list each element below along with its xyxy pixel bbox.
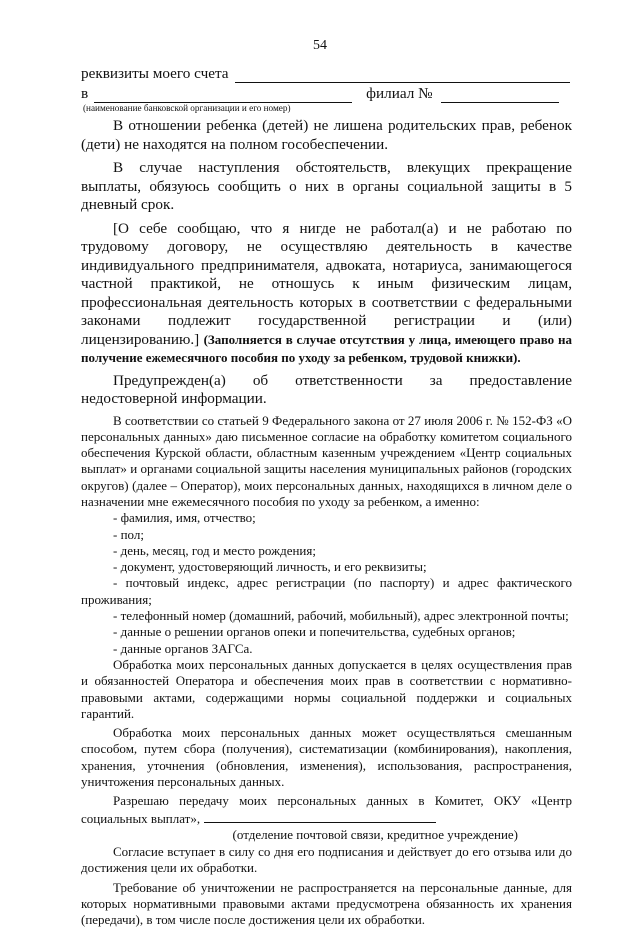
transfer-caption: (отделение почтовой связи, кредитное учреждение) — [81, 827, 572, 843]
paragraph-obligation: В случае наступления обстоятельств, влекущих прекращение выплаты, обязуюсь сообщить о них в органы социальной защиты в 5 дневный срок. — [81, 159, 572, 215]
paragraph-warning: Предупрежден(а) об ответственности за предоставление недостоверной информации. — [81, 372, 572, 409]
transfer-block — [81, 793, 572, 843]
list-item: - данные о решении органов опеки и попечительства, судебных органов; — [113, 624, 572, 640]
account-line — [81, 63, 572, 83]
processing-purpose: Обработка моих персональных данных допускается в целях осуществления прав и обязанностей Оператора и обеспечения моих прав в соответствии с нормативно-правовыми актами, содержащими нормы социальной поддержки и социальных гарантий. — [81, 657, 572, 722]
paragraph-custody: В отношении ребенка (детей) не лишена родительских прав, ребенок (дети) не находятся на полном гособеспечении. — [81, 117, 572, 154]
list-item: - фамилия, имя, отчество; — [113, 510, 572, 526]
transfer-permission: Разрешаю передачу моих персональных данных в Комитет, ОКУ «Центр социальных выплат», — [81, 793, 572, 827]
list-item: - данные органов ЗАГСа. — [113, 641, 572, 657]
personal-data-list — [81, 510, 572, 575]
consent-section — [81, 413, 572, 928]
list-item: - документ, удостоверяющий личность, и его реквизиты; — [113, 559, 572, 575]
personal-data-list-tail — [81, 624, 572, 657]
bank-caption: (наименование банковской организации и его номер) — [83, 103, 572, 114]
account-label: реквизиты моего счета — [81, 65, 229, 84]
processing-methods: Обработка моих персональных данных может осуществляться смешанным способом, путем сбора (получения), систематизации (комбинирования), накопления, хранения, уточнения (обновления, изменения), использования, распространения, уничтожения персональных данных. — [81, 725, 572, 790]
branch-label: филиал № — [366, 85, 432, 104]
employment-statement: [О себе сообщаю, что я нигде не работал(а) и не работаю по трудовому договору, не осуществляю деятельность в качестве индивидуального предпринимателя, адвоката, нотариуса, занимающегося частной практикой, не отношусь к иным физическим лицам, профессиональная деятельность которых в соответствии с федеральными законами подлежит государственной регистрации и (или) лицензированию.] — [81, 220, 572, 348]
paragraph-employment — [81, 220, 572, 368]
bank-prefix: в — [81, 85, 88, 104]
page-number: 54 — [0, 38, 640, 54]
transfer-recipient-field[interactable] — [204, 810, 436, 823]
employment-note: (Заполняется в случае отсутствия у лица, имеющего право на получение ежемесячного пособия по уходу за ребенком, трудовой книжки). — [81, 332, 572, 366]
consent-intro: В соответствии со статьей 9 Федерального закона от 27 июля 2006 г. № 152-ФЗ «О персональных данных» даю письменное согласие на обработку комитетом социального обеспечения Курской области, областным казенным учреждением «Центр социальных выплат» и органами социальной защиты населения муниципальных районов (городских округов) (далее – Оператор), моих персональных данных, находящихся в личном деле о назначении мне ежемесячного пособия по уходу за ребенком, а именно: — [81, 413, 572, 511]
bank-line — [81, 83, 572, 103]
list-item: - день, месяц, год и место рождения; — [113, 543, 572, 559]
list-item: - пол; — [113, 527, 572, 543]
list-item: - телефонный номер (домашний, рабочий, мобильный), адрес электронной почты; — [81, 608, 572, 624]
branch-number-field[interactable] — [441, 88, 559, 103]
account-number-field[interactable] — [235, 68, 570, 83]
consent-validity: Согласие вступает в силу со дня его подписания и действует до его отзыва или до достижения цели их обработки. — [81, 844, 572, 877]
document-body — [81, 63, 572, 928]
bank-name-field[interactable] — [94, 88, 352, 103]
destruction-clause: Требование об уничтожении не распространяется на персональные данные, для которых нормативными правовыми актами предусмотрена обязанность их хранения (передачи), в том числе после достижения цели их обработки. — [81, 880, 572, 928]
list-item: - почтовый индекс, адрес регистрации (по паспорту) и адрес фактического проживания; — [81, 575, 572, 608]
